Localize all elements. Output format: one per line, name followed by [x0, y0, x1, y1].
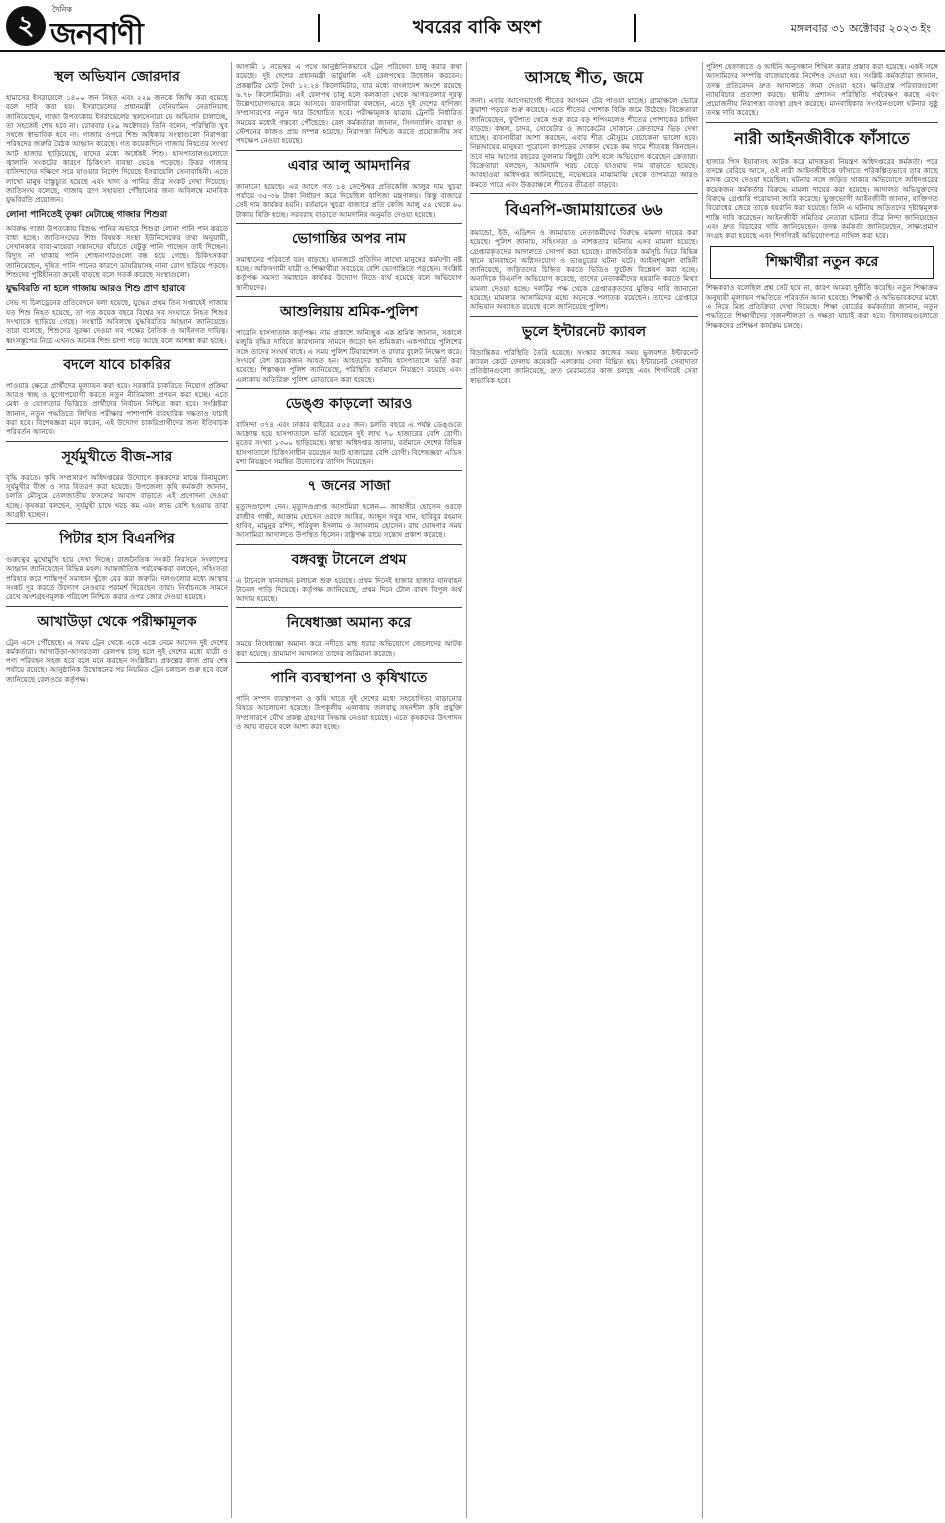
- article-body: গুরুত্বের মুখোমুখি হয়ে দেখা দিচ্ছে। রাজনৈতিক সংকট নিরসনে সংলাপের আহ্বান জানিয়েছেন বিভিন্ন মহল। আন্তর্জাতিক পর্যবেক্ষকরা বলছেন, সহিংসতা পরিহার করে শান্তিপূর্ণ সমাধান খুঁজে বের করা জরুরি। দলগুলোর মধ্যে আস্থার সংকট দূর করতে উদ্যোগ নেওয়ার পরামর্শ দিয়েছেন তারা। নির্বাচনকে সামনে রেখে অংশগ্রহণমূলক পরিবেশ নিশ্চিত করার ওপর জোর দেওয়া হয়েছে।: [6, 555, 228, 602]
- article: [6, 281, 228, 344]
- article-body: সময়ে নিষেধাজ্ঞা অমান্য করে নদীতে মাছ ধরার অভিযোগে জেলেদের আটক করা হয়েছে। ভ্রাম্যমাণ আদালত তাদের জরিমানা করেছে।: [236, 639, 462, 658]
- article-subhead: লোনা পানিতেই তৃষ্ণা মেটাচ্ছে গাজার শিশুরা: [6, 209, 168, 220]
- article-headline: বদলে যাবে চাকরির: [6, 349, 228, 381]
- article: [706, 122, 938, 241]
- article: [236, 544, 462, 604]
- article: [236, 388, 462, 466]
- article: [470, 316, 698, 385]
- issue-date: মঙ্গলবার ৩১ অক্টোবর ২০২৩ ইং: [790, 22, 931, 35]
- article-body: পারেনি হাসপাতাল কর্তৃপক্ষ। নাম প্রকাশে অনিচ্ছুক এক শ্রমিক জানান, সকালে মজুরি বৃদ্ধির দাবিতে কারখানার সামনে জড়ো হন শ্রমিকরা। একপর্যায়ে পুলিশের সঙ্গে তাদের সংঘর্ষ বাধে। এ সময় পুলিশ টিয়ারশেল ও রাবার বুলেট নিক্ষেপ করে। সংঘর্ষে বেশ কয়েকজন আহত হন। আহতদের স্থানীয় হাসপাতালে ভর্তি করা হয়েছে। শিল্পাঞ্চল পুলিশ জানিয়েছে, পরিস্থিতি বর্তমানে নিয়ন্ত্রণে রয়েছে এবং এলাকায় অতিরিক্ত পুলিশ মোতায়েন করা হয়েছে।: [236, 328, 462, 384]
- article-body: মৃত্যুদণ্ডাদেশ দেন। মৃত্যুদণ্ডপ্রাপ্ত আসামিরা হলেন— জাহাঙ্গীর হোসেন ওরফে রাজীব গান্ধী, আক্রাম হোসেন ওরফে আবির, আব্দুস সবুর খান, হাবিবুর রহমান হাবিব, মামুনুর রশিদ, শরিফুল ইসলাম ও আসলাম হোসেন। রায় ঘোষণার সময় আসামিরা আদালতে উপস্থিত ছিলেন। রাষ্ট্রপক্ষ রায়ে সন্তোষ প্রকাশ করেছে।: [236, 502, 462, 540]
- article-body: শিক্ষকরাও বলেছিল প্রশ্ন সেট হবে না, কারণ আমরা দুর্নীতি করেছি। নতুন শিক্ষাক্রম অনুযায়ী মূল্যায়ন পদ্ধতিতে পরিবর্তন আনা হয়েছে। শিক্ষার্থী ও অভিভাবকদের মধ্যে এ নিয়ে মিশ্র প্রতিক্রিয়া দেখা দিয়েছে। শিক্ষা বোর্ডের কর্মকর্তারা জানান, নতুন পদ্ধতিতে শিক্ষার্থীদের সৃজনশীলতা ও দক্ষতা যাচাই করা হবে। বিদ্যালয়গুলোতে শিক্ষকদের প্রশিক্ষণ কার্যক্রম চলছে।: [706, 283, 938, 330]
- article-body: বিভ্রান্তিকর পরিস্থিতি তৈরি হয়েছে। সংস্কার কাজের সময় ভুলবশত ইন্টারনেট ক্যাবল কেটে ফেলায় কয়েকটি এলাকায় সেবা বিঘ্নিত হয়। ইন্টারনেট সেবাদাতা প্রতিষ্ঠানগুলো জানিয়েছে, দ্রুত মেরামতের কাজ চলছে এবং শিগগিরই সেবা স্বাভাবিক হবে।: [470, 347, 698, 385]
- article-body: জন্য। এবার আগেভাগেই শীতের আগমন টের পাওয়া যাচ্ছে। গ্রামাঞ্চলে ভোরে কুয়াশা পড়তে শুরু করেছে। এতে শীতের পোশাক বিক্রি জমে উঠেছে। বিক্রেতারা জানিয়েছেন, ফুটপাত থেকে শুরু করে বড় শপিংমলেও শীতের পোশাকের চাহিদা বাড়ছে। কম্বল, চাদর, সোয়েটার ও জ্যাকেটের দোকানে ক্রেতাদের ভিড় দেখা যাচ্ছে। ব্যবসায়ীরা আশা করছেন, এবার শীত মৌসুমে বেচাকেনা ভালো হবে। নিম্নআয়ের মানুষরা পুরোনো কাপড়ের দোকান থেকে কম দামে শীতবস্ত্র কিনছেন। তবে দাম আগের বছরের তুলনায় কিছুটা বেশি বলে অভিযোগ করেছেন ক্রেতারা। বিক্রেতারা বলছেন, আমদানি খরচ বেড়ে যাওয়ায় দাম বাড়াতে হয়েছে। আবহাওয়া অধিদপ্তর জানিয়েছে, নভেম্বরের মাঝামাঝি থেকে তাপমাত্রা আরও কমতে পারে এবং উত্তরাঞ্চলে শীতের তীব্রতা বাড়বে।: [470, 96, 698, 189]
- article: [236, 607, 462, 658]
- article-headline: স্থল অভিযান জোরদার: [54, 69, 180, 85]
- article-body: সমাধানের পরিবর্তে বরং বাড়ছে। যানজটে প্রতিদিন লাখো মানুষের কর্মঘণ্টা নষ্ট হচ্ছে। অফিসগামী যাত্রী ও শিক্ষার্থীরা সবচেয়ে বেশি ভোগান্তিতে পড়ছেন। সংশ্লিষ্ট কর্তৃপক্ষ সমস্যা সমাধানে কার্যকর উদ্যোগ নিতে ব্যর্থ হয়েছে বলে অভিযোগ স্থানীয়দের।: [236, 254, 462, 292]
- article-body: বৃদ্ধি করতে। কৃষি সম্প্রসারণ অধিদপ্তরের উদ্যোগে কৃষকদের মাঝে বিনামূল্যে সূর্যমুখীর বীজ ও সার বিতরণ করা হয়েছে। উপজেলা কৃষি কর্মকর্তা জানান, চলতি মৌসুমে তেলজাতীয় ফসলের আবাদ বাড়াতে এই প্রণোদনা দেওয়া হচ্ছে। কৃষকরা বলছেন, সূর্যমুখী চাষে খরচ কম এবং লাভ বেশি হওয়ায় তারা আগ্রহী হচ্ছেন।: [6, 472, 228, 519]
- section-title: খবরের বাকি অংশ: [318, 14, 636, 42]
- article-headline: পানি ব্যবস্থাপনা ও কৃষিখাতে: [236, 662, 462, 694]
- article-body: এ টানেলে যানবাহন চলাচল শুরু হয়েছে। প্রথম দিনেই হাজার হাজার যানবাহন টানেল পাড়ি দিয়েছে। কর্তৃপক্ষ জানিয়েছে, প্রথম দিনে টোল বাবদ বিপুল অর্থ আদায় হয়েছে।: [236, 575, 462, 604]
- article-headline: পিটার হাস বিএনপির: [6, 523, 228, 555]
- article-headline: ৭ জনের সাজা: [236, 470, 462, 502]
- page-number: ২: [6, 6, 46, 46]
- article-headline: শিক্ষার্থীরা নতুন করে: [710, 246, 934, 279]
- article-body: আগামী ১ নভেম্বর এ পথে আনুষ্ঠানিকভাবে ট্রেন পরিষেবা চালু করার কথা রয়েছে। দুই দেশের প্রধানমন্ত্রী ভার্চুয়ালি এই রেলপথের উদ্বোধন করবেন। প্রকল্পটির মোট দৈর্ঘ্য ১২.২৪ কিলোমিটার, যার মধ্যে বাংলাদেশ অংশে রয়েছে ৬.৭৮ কিলোমিটার। এই রেলপথ চালু হলে কলকাতা থেকে আগরতলার দূরত্ব উল্লেখযোগ্যভাবে কমে আসবে। ব্যবসায়ীরা বলছেন, এতে দুই দেশের বাণিজ্য সম্প্রসারণের নতুন দ্বার উন্মোচিত হবে। পরীক্ষামূলক যাত্রায় ট্রেনটি নির্ধারিত সময়ের মধ্যেই গন্তব্যে পৌঁছেছে। রেল কর্মকর্তারা জানান, সিগন্যালিং ব্যবস্থা ও স্টেশনের কাজও প্রায় সম্পন্ন হয়েছে। নিরাপত্তা নিশ্চিত করতে প্রয়োজনীয় সব পদক্ষেপ নেওয়া হয়েছে।: [236, 62, 462, 146]
- article-headline: আখাউড়া থেকে পরীক্ষামূলক: [6, 606, 228, 638]
- article-body: অবরুদ্ধ গাজা উপত্যকায় বিশুদ্ধ পানির অভাবে শিশুরা লোনা পানি পান করতে বাধ্য হচ্ছে। জাতিসংঘের শিশু বিষয়ক সংস্থা ইউনিসেফের তথ্য অনুযায়ী, সেখানকার বাবা-মায়েরা সন্তানদের বাঁচাতে যেটুকু পানি পাচ্ছেন তাই দিচ্ছেন। বিদ্যুৎ না থাকায় পানি শোধনাগারগুলো বন্ধ হয়ে গেছে। চিকিৎসকরা জানিয়েছেন, দূষিত পানি পানের কারণে ডায়রিয়াসহ নানা রোগ ছড়িয়ে পড়ছে। শিশুদের পুষ্টিহীনতা ক্রমেই বাড়ছে বলে সতর্ক করেছে সংস্থাগুলো।: [6, 223, 228, 280]
- article-body: হামাসের ইসরায়েলে ১৪০০ জন নিহত এবং ২২৯ জনকে জিম্মি করা হয়েছে বলে দাবি করা হয়। ইসরায়েলের প্রধানমন্ত্রী বেনিয়ামিন নেতানিয়াহু জানিয়েছেন, গাজা উপত্যকায় ইসরায়েলের স্থলসেনারা যে অভিযান চালাচ্ছে, তা সহজেই শেষ হবে না। রোববার (২৯ অক্টোবর) তিনি বলেন, পরিস্থিতি খুব সহজে স্বাভাবিক হবে না। গাজার ওপরে শিশু অধিকার সংস্থাগুলো নিরাপত্তা পরিষদের জরুরি বৈঠক আহ্বান করেছে। গত কয়েকদিনে গাজায় নিহতের সংখ্যা আট হাজার ছাড়িয়েছে, যাদের মধ্যে অর্ধেকই শিশু। হাসপাতালগুলোতে জ্বালানি সংকটের কারণে চিকিৎসা ব্যবস্থা ভেঙে পড়েছে। উত্তর গাজার বাসিন্দাদের দক্ষিণে সরে যাওয়ার নির্দেশ দিয়েছে ইসরায়েলি সেনাবাহিনী। এতে লাখো মানুষ বাস্তুচ্যুত হয়েছে এবং খাদ্য ও পানির তীব্র সংকট দেখা দিয়েছে। জাতিসংঘ বলেছে, গাজায় ত্রাণ সহায়তা পৌঁছানোর জন্য অবিলম্বে মানবিক যুদ্ধবিরতি প্রয়োজন।: [6, 93, 228, 205]
- masthead: [0, 0, 945, 52]
- article-body: বাসিন্দা ৩৭৪ এবং ঢাকার বাইরের ৫৫৫ জন। চলতি বছরে এ পর্যন্ত ডেঙ্গুতে আক্রান্ত হয়ে হাসপাতালে ভর্তি হয়েছেন দুই লাখ ৭০ হাজারের বেশি রোগী। মৃতের সংখ্যা ১৩০০ ছাড়িয়েছে। স্বাস্থ্য অধিদপ্তর জানায়, বর্তমানে দেশের বিভিন্ন হাসপাতালে চিকিৎসাধীন রয়েছেন আট হাজারের বেশি রোগী। বিশেষজ্ঞরা এডিস মশা নিয়ন্ত্রণে সমন্বিত উদ্যোগের তাগিদ দিয়েছেন।: [236, 419, 462, 467]
- article: [6, 606, 228, 684]
- article: [6, 62, 228, 205]
- article: [706, 246, 938, 329]
- column-1: [6, 62, 228, 1518]
- article: [470, 193, 698, 312]
- column-divider: [702, 62, 703, 1518]
- article-body: সেভ দ্য চিলড্রেনের প্রতিবেদনে বলা হয়েছে, যুদ্ধের প্রথম তিন সপ্তাহেই গাজায় যত শিশু নিহত হয়েছে, তা গত কয়েক বছরে বিশ্বের সব সংঘাতে নিহত শিশুর সংখ্যাকে ছাড়িয়ে গেছে। সংস্থাটি অবিলম্বে যুদ্ধবিরতির আহ্বান জানিয়েছে। তারা বলেছে, শিশুদের সুরক্ষা দেওয়া সব পক্ষের নৈতিক ও আইনগত দায়িত্ব। ধ্বংসস্তূপের নিচে এখনও অনেক শিশু চাপা পড়ে আছে বলে আশঙ্কা করা হচ্ছে।: [6, 298, 228, 345]
- article-headline: ভোগান্তির অপর নাম: [236, 223, 462, 255]
- article: [236, 223, 462, 292]
- paper-logo: জনবাণী: [50, 17, 143, 52]
- article-body: পাওয়ার ক্ষেত্রে প্রার্থীদের মূল্যায়ন করা হবে। সরকারি চাকরিতে নিয়োগ প্রক্রিয়া আরও স্বচ্ছ ও যুগোপযোগী করতে নতুন নীতিমালা প্রণয়ন করা হচ্ছে। এতে মেধা ও যোগ্যতার ভিত্তিতে প্রার্থীদের নির্বাচন নিশ্চিত করা হবে। সংশ্লিষ্টরা জানান, নতুন পদ্ধতিতে লিখিত পরীক্ষার পাশাপাশি ব্যবহারিক দক্ষতাও যাচাই করা হবে। বিশেষজ্ঞরা মনে করেন, এই উদ্যোগ চাকরিপ্রার্থীদের জন্য ইতিবাচক পরিবর্তন আনবে।: [6, 380, 228, 437]
- article: [236, 296, 462, 384]
- article: [6, 441, 228, 519]
- article: [236, 150, 462, 219]
- article-headline: এবার আলু আমদানির: [236, 150, 462, 182]
- column-4: [706, 62, 938, 1518]
- article-headline: নারী আইনজীবীকে ফাঁসাতে: [706, 122, 938, 157]
- article-body: কমান্ডো, ইউ, এডিশন ও জামায়াত নেতাকর্মীদের বিরুদ্ধে মামলা দায়ের করা হয়েছে। পুলিশ জানায়, সহিংসতা ও নাশকতার ঘটনায় এসব মামলা হয়েছে। গ্রেপ্তারকৃতদের আদালতে সোপর্দ করা হয়েছে। রাজনৈতিক কর্মসূচি ঘিরে বিভিন্ন স্থানে যানবাহনে অগ্নিসংযোগ ও ভাঙচুরের ঘটনা ঘটে। আইনশৃঙ্খলা বাহিনী জানিয়েছে, জড়িতদের চিহ্নিত করতে ভিডিও ফুটেজ বিশ্লেষণ করা হচ্ছে। অন্যদিকে বিএনপি অভিযোগ করেছে, তাদের নেতাকর্মীদের হয়রানি করতে মিথ্যা মামলা দেওয়া হচ্ছে। দলটির পক্ষ থেকে গ্রেপ্তারকৃতদের মুক্তির দাবি জানানো হয়েছে। মামলার আসামিদের মধ্যে অনেকে পলাতক রয়েছেন। তাদের গ্রেপ্তারে অভিযান অব্যাহত রয়েছে বলে জানিয়েছে পুলিশ।: [470, 227, 698, 312]
- article-body: পুলিশ হেফাজতে ও আইনি অনুসন্ধান শিথিল করার প্রস্তাব করা হয়েছে। একই সঙ্গে আসামিদের সম্পত্তি বাজেয়াপ্তের নির্দেশও দেওয়া হয়। সংশ্লিষ্ট কর্মকর্তারা জানান, তদন্ত প্রতিবেদন দ্রুত আদালতে জমা দেওয়া হবে। ক্ষতিগ্রস্ত পরিবারগুলো ন্যায়বিচার প্রত্যাশা করছে। স্থানীয় প্রশাসন পরিস্থিতি পর্যবেক্ষণ করছে এবং প্রয়োজনীয় নিরাপত্তা ব্যবস্থা গ্রহণ করেছে। মানবাধিকার সংগঠনগুলো ঘটনার সুষ্ঠু তদন্ত দাবি করেছে।: [706, 62, 938, 118]
- article-body: ট্রেন এসে পৌঁছেছে। এ সময় ট্রেন থেকে একে একে নেমে আসেন দুই দেশের কর্মকর্তারা। আখাউড়া-আগরতলা রেলপথ চালু হলে দুই দেশের মধ্যে যাত্রী ও পণ্য পরিবহন সহজ হবে বলে মনে করছেন সংশ্লিষ্টরা। প্রকল্পের কাজ প্রায় শেষ পর্যায়ে রয়েছে। আনুষ্ঠানিক উদ্বোধনের পর নিয়মিত ট্রেন চলাচল শুরু হবে বলে জানিয়েছে রেলওয়ে কর্তৃপক্ষ।: [6, 637, 228, 684]
- article: [236, 470, 462, 539]
- article-subhead: যুদ্ধবিরতি না হলে গাজায় আরও শিশু প্রাণ হারাবে: [6, 284, 186, 295]
- article-headline: ডেঙ্গু কাড়লো আরও: [236, 388, 462, 420]
- daily-label: দৈনিক: [52, 5, 73, 14]
- article: [6, 523, 228, 601]
- article: [706, 62, 938, 118]
- article: [236, 662, 462, 731]
- article: [236, 62, 462, 146]
- article: [470, 62, 698, 189]
- article-headline: নিষেধাজ্ঞা অমান্য করে: [236, 607, 462, 639]
- column-divider: [466, 62, 467, 1518]
- article-body: জানানো হয়েছে। এর আগে গত ১৪ সেপ্টেম্বর প্রতিকেজি আলুর দাম খুচরা পর্যায়ে ৩৫-৩৬ টাকা নির্ধারণ করে দিয়েছিল বাণিজ্য মন্ত্রণালয়। কিন্তু বাজারে সেই দাম কার্যকর হয়নি। বর্তমানে খুচরা বাজারে প্রতি কেজি আলু ৫৫ থেকে ৬০ টাকায় বিক্রি হচ্ছে। সরবরাহ বাড়াতে আমদানির অনুমতি দেওয়া হয়েছে।: [236, 181, 462, 219]
- column-2: [236, 62, 462, 1518]
- article-headline: ভুলে ইন্টারনেট ক্যাবল: [470, 316, 698, 348]
- article-headline: আসছে শীত, জমে: [524, 68, 644, 87]
- article-headline: বঙ্গবন্ধু টানেলে প্রথম: [236, 544, 462, 576]
- article: [6, 349, 228, 437]
- article-body: হাজার পিস ইয়াবাসহ আটক করে মাদকদ্রব্য নিয়ন্ত্রণ অধিদপ্তরের কর্মকর্তা। পরে তদন্তে বেরিয়ে আসে, ওই নারী আইনজীবীকে ফাঁসাতে পরিকল্পিতভাবে তার কাছে মাদক রেখে দেওয়া হয়েছিল। ঘটনার সঙ্গে জড়িত থাকার অভিযোগে অধিদপ্তরের কয়েকজন কর্মকর্তার বিরুদ্ধে মামলা দায়ের করা হয়েছে। আদালত অভিযুক্তদের বিরুদ্ধে গ্রেপ্তারি পরোয়ানা জারি করেছে। ভুক্তভোগী আইনজীবী জানান, ব্যক্তিগত বিরোধের জেরে তাকে হয়রানি করা হয়েছে। তিনি এ ঘটনায় জড়িতদের দৃষ্টান্তমূলক শাস্তি দাবি করেছেন। আইনজীবী সমিতির নেতারা ঘটনার তীব্র নিন্দা জানিয়েছেন এবং দ্রুত বিচারের দাবি জানিয়েছেন। তদন্ত কর্মকর্তা জানিয়েছেন, সাক্ষ্যপ্রমাণ সংগ্রহ করা হয়েছে এবং শিগগিরই অভিযোগপত্র দাখিল করা হবে।: [706, 156, 938, 241]
- column-3: [470, 62, 698, 1518]
- column-divider: [231, 62, 232, 1518]
- article: [6, 207, 228, 280]
- article-headline: বিএনপি-জামায়াতের ৬৬: [470, 193, 698, 228]
- article-headline: আশুলিয়ায় শ্রমিক-পুলিশ: [236, 296, 462, 328]
- article-headline: সূর্যমুখীতে বীজ-সার: [6, 441, 228, 473]
- article-body: পানি সম্পদ ব্যবস্থাপনা ও কৃষি খাতে দুই দেশের মধ্যে সহযোগিতা বাড়ানোর বিষয়ে আলোচনা হয়েছে। উপকূলীয় এলাকায় জলবায়ু সহনশীল কৃষি প্রযুক্তি সম্প্রসারণে যৌথ প্রকল্প গ্রহণের সিদ্ধান্ত নেওয়া হয়েছে। এতে কৃষকদের উৎপাদন ও আয় বাড়বে বলে আশা করা হচ্ছে।: [236, 693, 462, 731]
